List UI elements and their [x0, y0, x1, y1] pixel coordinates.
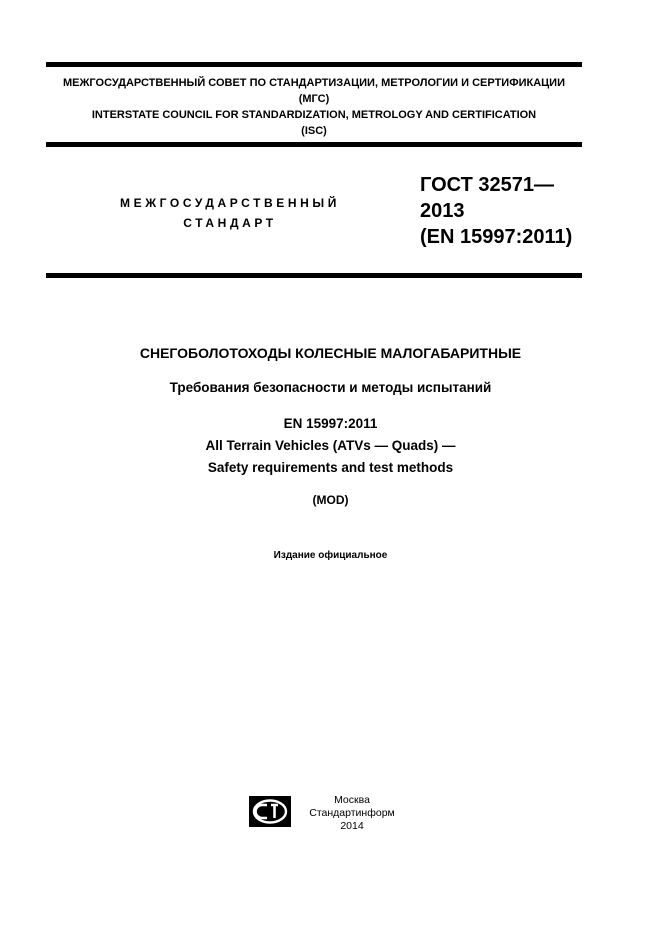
standard-code-line1: ГОСТ 32571— [420, 174, 554, 196]
edition-label: Издание официальное [273, 550, 388, 561]
english-code: EN 15997:2011 [283, 416, 378, 431]
header-rule [46, 142, 582, 147]
mod-label: (MOD) [312, 493, 349, 507]
standard-code-line3: (EN 15997:2011) [420, 226, 573, 248]
imprint-city: Москва [334, 794, 370, 806]
top-rule [46, 62, 582, 67]
document-subtitle: Требования безопасности и методы испытаний [169, 380, 492, 395]
imprint-year: 2014 [340, 820, 364, 832]
imprint [300, 794, 404, 833]
standartinform-logo-icon [249, 796, 291, 827]
english-title [0, 413, 661, 479]
standard-kind-line2: СТАНДАРТ [183, 216, 277, 230]
standard-code-line2: 2013 [420, 200, 465, 222]
imprint-publisher: Стандартинформ [309, 807, 395, 819]
standard-code [420, 172, 572, 250]
council-ru-line1: МЕЖГОСУДАРСТВЕННЫЙ СОВЕТ ПО СТАНДАРТИЗАЦИИ, МЕТРОЛОГИИ И СЕРТИФИКАЦИИ [62, 77, 565, 89]
code-rule [46, 273, 582, 278]
english-title-line1: All Terrain Vehicles (ATVs — Quads) — [205, 438, 456, 453]
council-en-line2: (ISC) [301, 125, 327, 137]
standard-kind-line1: МЕЖГОСУДАРСТВЕННЫЙ [120, 196, 340, 210]
standard-kind [90, 193, 370, 233]
english-title-line2: Safety requirements and test methods [207, 460, 454, 475]
document-title: СНЕГОБОЛОТОХОДЫ КОЛЕСНЫЕ МАЛОГАБАРИТНЫЕ [139, 345, 522, 361]
council-en-line1: INTERSTATE COUNCIL FOR STANDARDIZATION, METROLOGY AND CERTIFICATION [91, 109, 537, 121]
council-header [46, 75, 582, 139]
council-ru-line2: (МГС) [298, 93, 330, 105]
